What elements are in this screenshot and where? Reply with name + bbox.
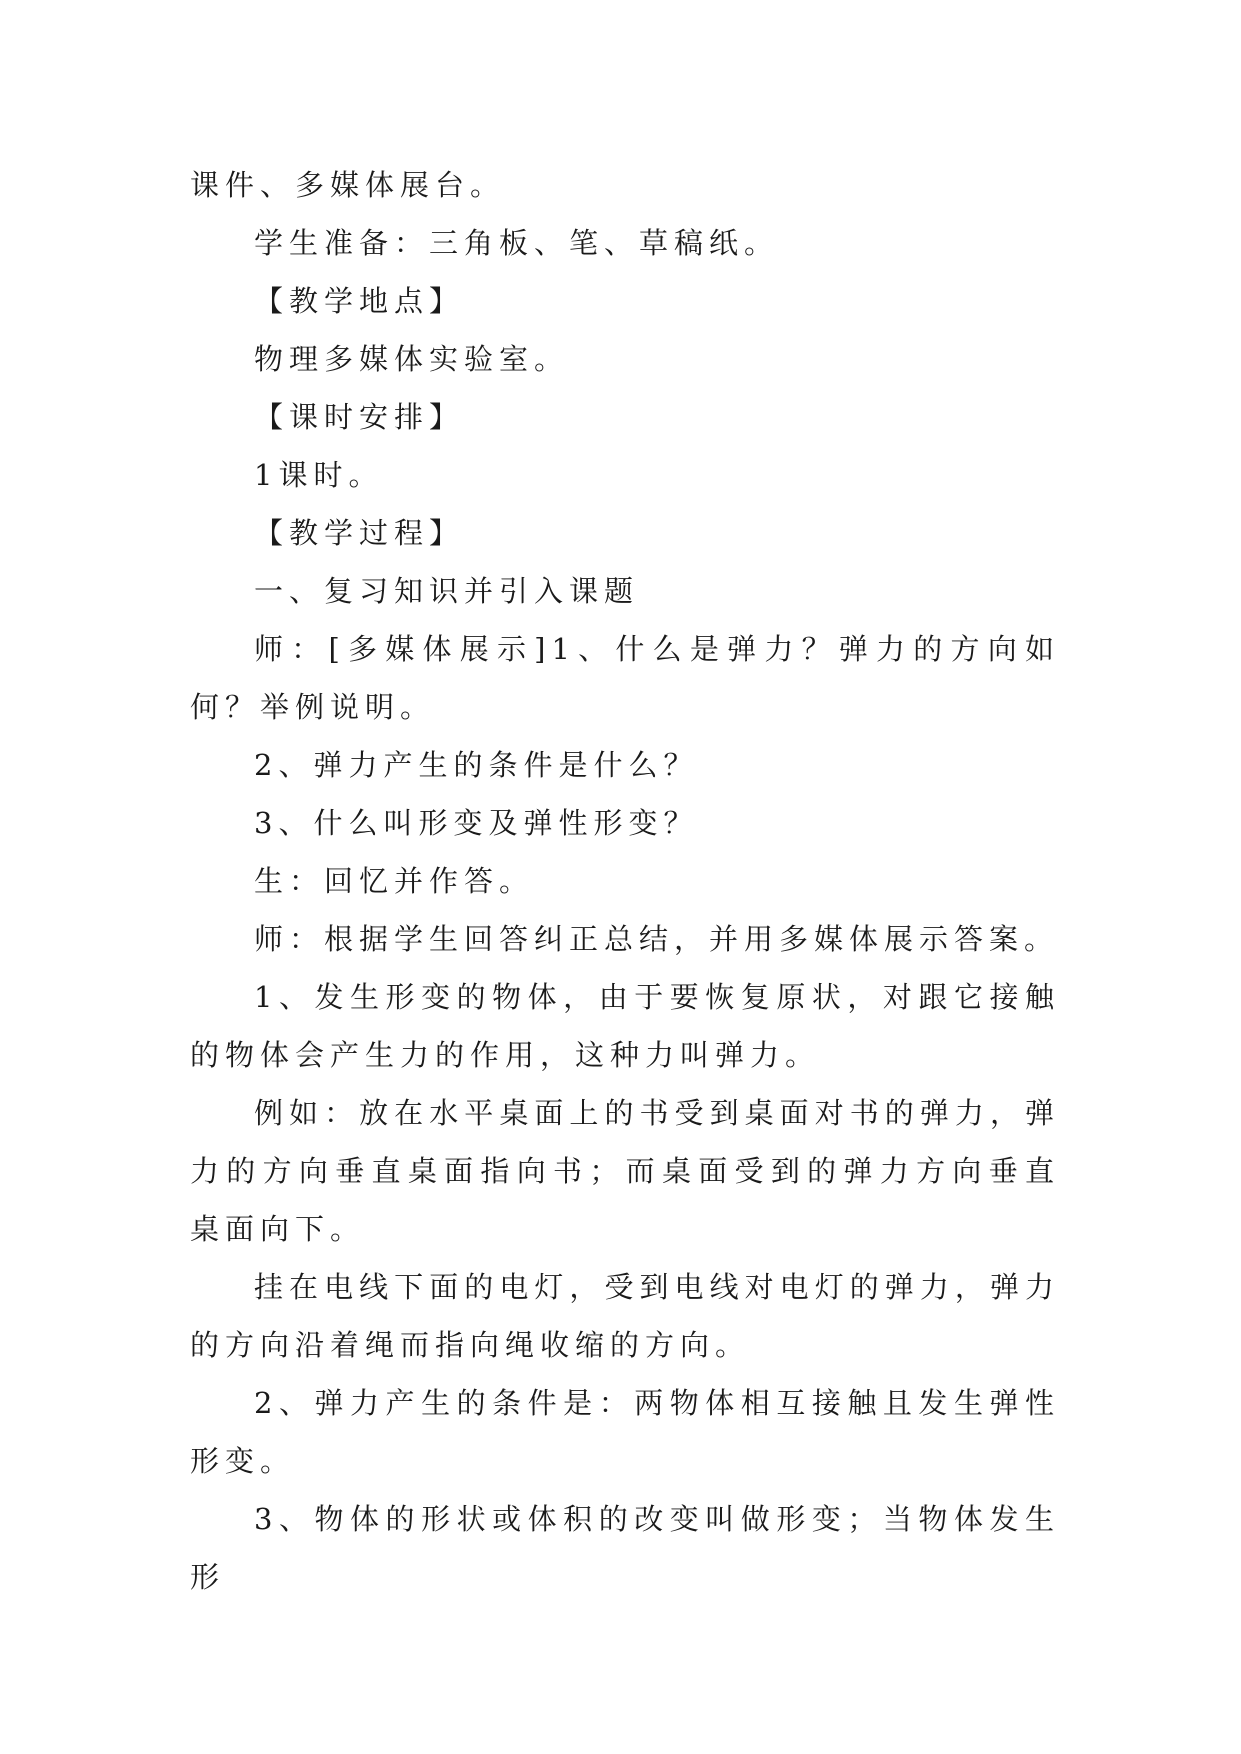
section-heading-location: 【教学地点】 (254, 284, 465, 318)
paragraph-17: 2、弹力产生的条件是：两物体相互接触且发生弹性形变。 (190, 1386, 1060, 1478)
paragraph-15: 例如：放在水平桌面上的书受到桌面对书的弹力，弹力的方向垂直桌面指向书；而桌面受到的弹力方向垂直桌面向下。 (190, 1096, 1060, 1246)
paragraph-9: 师：[多媒体展示]1、什么是弹力？弹力的方向如何？举例说明。 (190, 632, 1060, 724)
paragraph-18: 3、物体的形状或体积的改变叫做形变；当物体发生形 (190, 1502, 1060, 1594)
paragraph-6: 1课时。 (254, 458, 384, 492)
paragraph-16: 挂在电线下面的电灯，受到电线对电灯的弹力，弹力的方向沿着绳而指向绳收缩的方向。 (190, 1270, 1060, 1362)
paragraph-2: 学生准备：三角板、笔、草稿纸。 (254, 226, 780, 260)
paragraph-8: 一、复习知识并引入课题 (254, 574, 640, 608)
section-heading-process: 【教学过程】 (254, 516, 465, 550)
paragraph-10: 2、弹力产生的条件是什么？ (254, 748, 699, 782)
paragraph-13: 师：根据学生回答纠正总结，并用多媒体展示答案。 (254, 922, 1060, 956)
document-body (190, 156, 1060, 1606)
paragraph-12: 生：回忆并作答。 (254, 864, 535, 898)
section-heading-schedule: 【课时安排】 (254, 400, 465, 434)
paragraph-14: 1、发生形变的物体，由于要恢复原状，对跟它接触的物体会产生力的作用，这种力叫弹力。 (190, 980, 1060, 1072)
paragraph-1: 课件、多媒体展台。 (190, 168, 506, 202)
paragraph-4: 物理多媒体实验室。 (254, 342, 570, 376)
paragraph-11: 3、什么叫形变及弹性形变？ (254, 806, 699, 840)
